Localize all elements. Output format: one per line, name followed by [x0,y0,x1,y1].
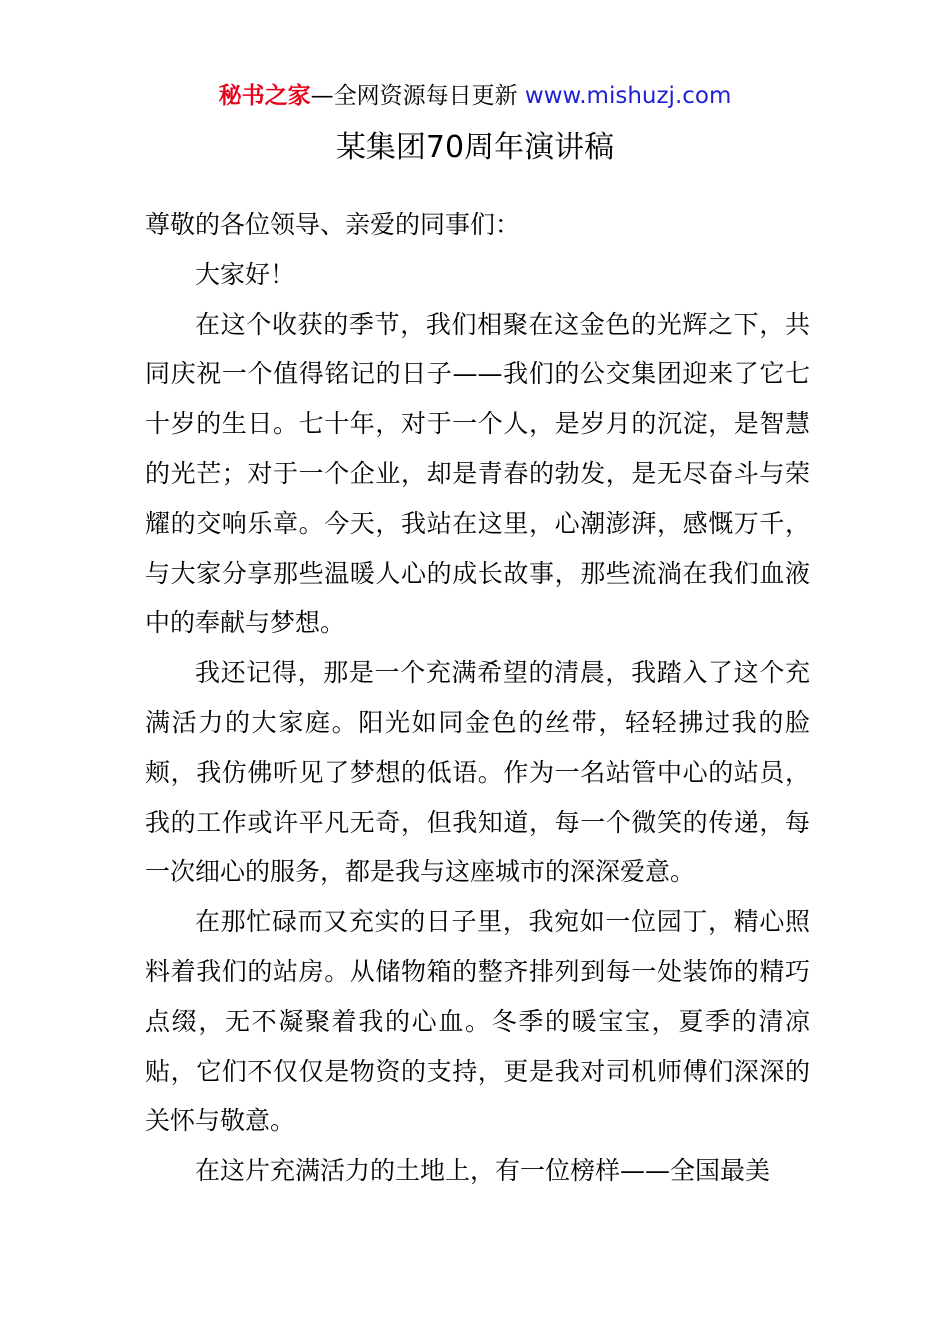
body-paragraph-3: 在那忙碌而又充实的日子里，我宛如一位园丁，精心照料着我们的站房。从储物箱的整齐排列到每一处装饰的精巧点缀，无不凝聚着我的心血。冬季的暖宝宝，夏季的清凉贴，它们不仅仅是物资的支持，更是我对司机师傅们深深的关怀与敬意。 [145,907,810,1136]
site-tagline: —全网资源每日更新 [310,83,525,109]
salutation: 尊敬的各位领导、亲爱的同事们： [145,210,521,239]
document-title: 某集团70周年演讲稿 [335,130,615,165]
body-paragraph-4: 在这片充满活力的土地上，有一位榜样——全国最美 [195,1156,771,1186]
site-header [0,80,950,112]
document-body [145,200,810,1196]
site-url-link[interactable]: www.mishuzj.com [524,83,732,109]
body-paragraph-2: 我还记得，那是一个充满希望的清晨，我踏入了这个充满活力的大家庭。阳光如同金色的丝带，轻轻拂过我的脸颊，我仿佛听见了梦想的低语。作为一名站管中心的站员，我的工作或许平凡无奇，但我知道，每一个微笑的传递，每一次细心的服务，都是我与这座城市的深深爱意。 [145,658,810,887]
site-name: 秘书之家 [218,83,311,109]
greeting-paragraph: 大家好！ [195,259,296,289]
body-paragraph-1: 在这个收获的季节，我们相聚在这金色的光辉之下，共同庆祝一个值得铭记的日子——我们的公交集团迎来了它七十岁的生日。七十年，对于一个人，是岁月的沉淀，是智慧的光芒；对于一个企业，却是青春的勃发，是无尽奋斗与荣耀的交响乐章。今天，我站在这里，心潮澎湃，感慨万千，与大家分享那些温暖人心的成长故事，那些流淌在我们血液中的奉献与梦想。 [145,309,810,638]
